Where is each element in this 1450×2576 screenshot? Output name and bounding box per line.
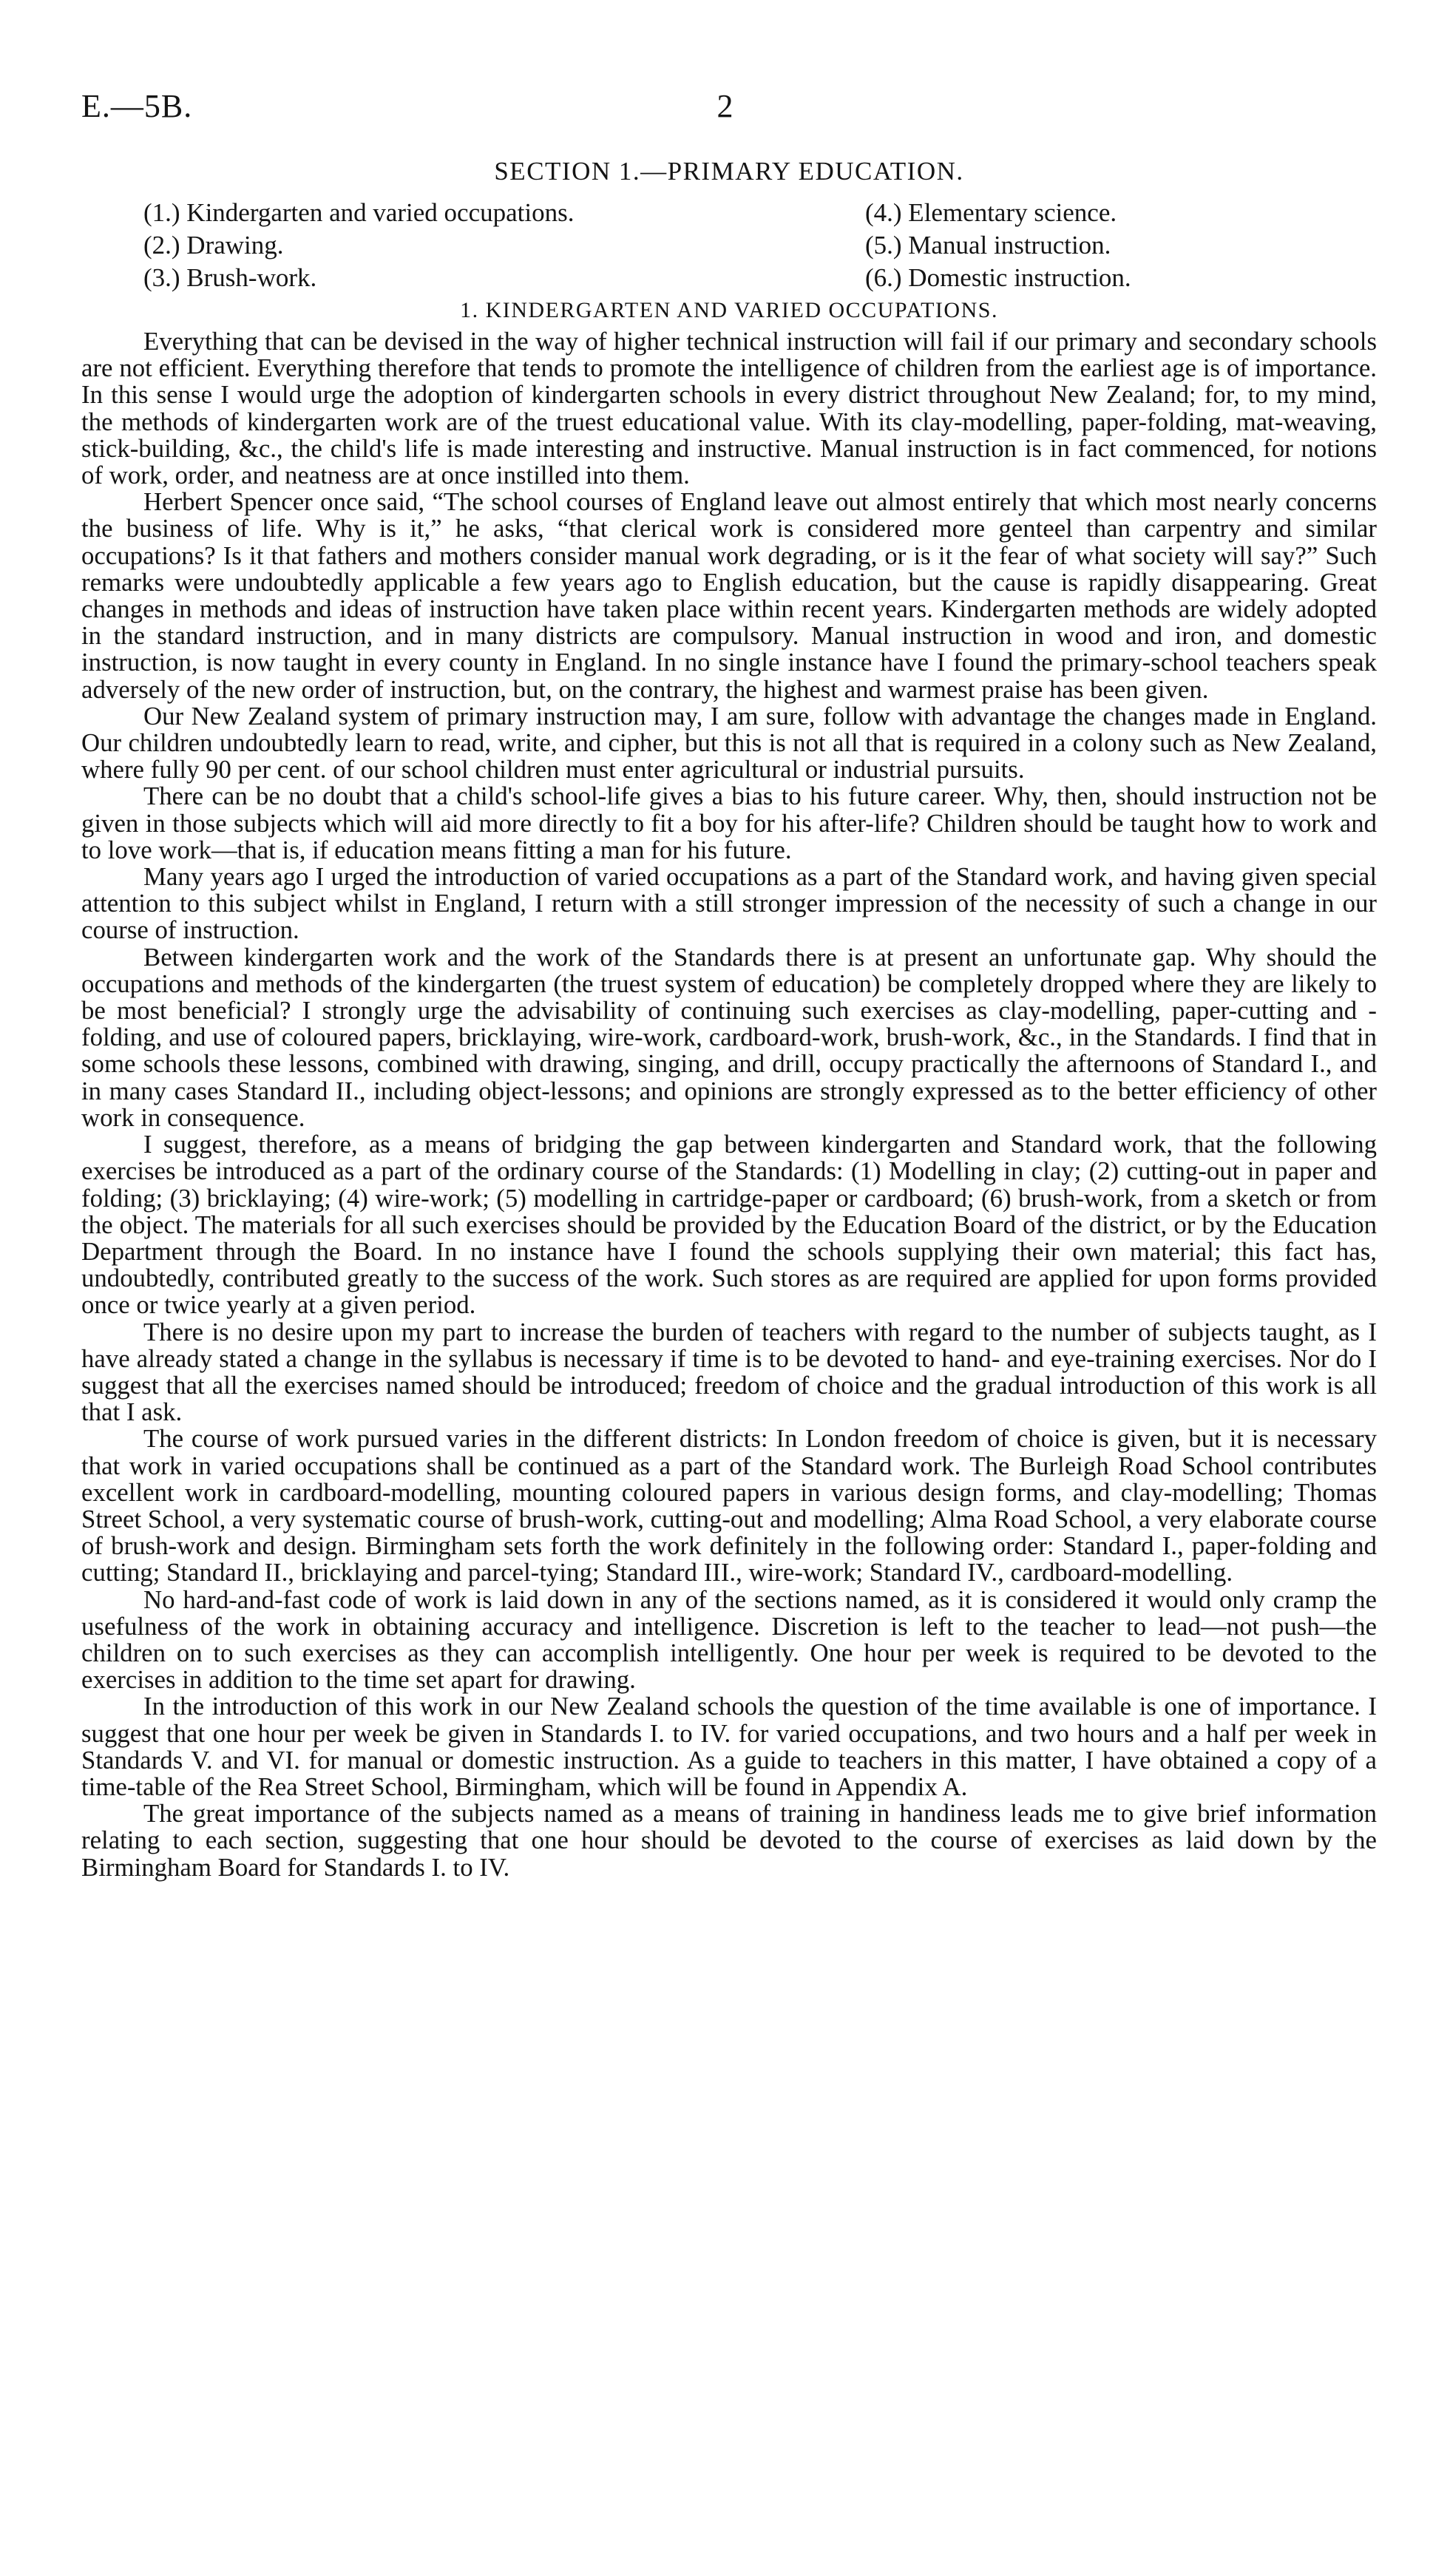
paragraph: There can be no doubt that a child's school-life gives a bias to his future career. Why, then, should instruction not be given in those subjects which will aid more directly to fit a boy for his after-life? Children should be taught how to work and to love work—that is, if education means fitting a man for his future. xyxy=(81,782,1377,864)
contents-item: (5.) Manual instruction. xyxy=(865,231,1111,260)
page-number: 2 xyxy=(716,88,734,124)
page-header xyxy=(81,87,1369,132)
paragraph: I suggest, therefore, as a means of bridging the gap between kindergarten and Standard work, that the following exercises be introduced as a part of the ordinary course of the Standards: (1) Modelling in clay; (2) cutting-out in paper and folding; (3) bricklaying; (4) wire-work; (5) modelling in cartridge-paper or cardboard; (6) brush-work, from a sketch or from the object. The materials for all such exercises should be provided by the Education Board of the district, or by the Education Department through the Board. In no instance have I found the schools supplying their own material; this fact has, undoubtedly, contributed greatly to the success of the work. Such stores as are required are applied for upon forms provided once or twice yearly at a given period. xyxy=(81,1130,1377,1320)
contents-item: (3.) Brush-work. xyxy=(143,263,317,292)
paragraph: Many years ago I urged the introduction of varied occupations as a part of the Standard work, and having given special attention to this subject whilst in England, I return with a still stronger impression of the necessity of such a change in our course of instruction. xyxy=(81,862,1377,945)
paragraph: In the introduction of this work in our New Zealand schools the question of the time available is one of importance. I suggest that one hour per week be given in Standards I. to IV. for varied occupations, and two hours and a half per week in Standards V. and VI. for manual or domestic instruction. As a guide to teachers in this matter, I have obtained a copy of a time-table of the Rea Street School, Birmingham, which will be found in Appendix A. xyxy=(81,1692,1377,1801)
paragraph: There is no desire upon my part to increase the burden of teachers with regard to the number of subjects taught, as I have already stated a change in the syllabus is necessary if time is to be devoted to hand- and eye-training exercises. Nor do I suggest that all the exercises named should be introduced; freedom of choice and the gradual introduction of this work is all that I ask. xyxy=(81,1317,1377,1427)
body-text xyxy=(81,328,1377,1881)
subsection-heading: 1. KINDERGARTEN AND VARIED OCCUPATIONS. xyxy=(460,298,998,322)
page-content xyxy=(81,155,1377,1881)
paragraph: The course of work pursued varies in the different districts: In London freedom of choice is given, but it is necessary that work in varied occupations shall be continued as a part of the Standard work. The Burleigh Road School contributes excellent work in cardboard-modelling, mounting coloured papers in various design forms, and clay-modelling; Thomas Street School, a very systematic course of brush-work, cutting-out and modelling; Alma Road School, a very elaborate course of brush-work and design. Birmingham sets forth the work definitely in the following order: Standard I., paper-folding and cutting; Standard II., bricklaying and parcel-tying; Standard III., wire-work; Standard IV., cardboard-modelling. xyxy=(81,1424,1377,1587)
paragraph: Between kindergarten work and the work of the Standards there is at present an unfortunate gap. Why should the occupations and methods of the kindergarten (the truest system of education) be completely dropped where they are likely to be most beneficial? I strongly urge the advisability of continuing such exercises as clay-modelling, paper-cutting and -folding, and use of coloured papers, bricklaying, wire-work, cardboard-work, brush-work, &c., in the Standards. I find that in some schools these lessons, combined with drawing, singing, and drill, occupy practically the afternoons of Standard I., and in many cases Standard II., including object-lessons; and opinions are strongly expressed as to the better efficiency of other work in consequence. xyxy=(81,942,1377,1132)
contents-item: (4.) Elementary science. xyxy=(865,198,1117,227)
section-title: SECTION 1.—PRIMARY EDUCATION. xyxy=(494,157,964,186)
contents-item: (2.) Drawing. xyxy=(143,231,284,260)
contents-item: (6.) Domestic instruction. xyxy=(865,263,1131,292)
contents-column-right xyxy=(865,197,1131,294)
paragraph: The great importance of the subjects named as a means of training in handiness leads me to give brief information relating to each section, suggesting that one hour should be devoted to the course of exercises as laid down by the Birmingham Board for Standards I. to IV. xyxy=(81,1799,1377,1882)
document-reference: E.—5B. xyxy=(81,88,193,124)
contents-column-left xyxy=(143,197,574,294)
section-contents-list xyxy=(81,197,1377,294)
paragraph: Everything that can be devised in the way of higher technical instruction will fail if our primary and secondary schools are not efficient. Everything therefore that tends to promote the intelligence of children from the earliest age is of importance. In this sense I would urge the adoption of kindergarten schools in every district throughout New Zealand; for, to my mind, the methods of kindergarten work are of the truest educational value. With its clay-modelling, paper-folding, mat-weaving, stick-building, &c., the child's life is made interesting and instructive. Manual instruction is in fact commenced, for notions of work, order, and neatness are at once instilled into them. xyxy=(81,327,1377,490)
paragraph: No hard-and-fast code of work is laid down in any of the sections named, as it is considered it would only cramp the usefulness of the work in obtaining accuracy and intelligence. Discretion is left to the teacher to lead—not push—the children on to such exercises as they can accomplish intelligently. One hour per week is required to be devoted to the exercises in addition to the time set apart for drawing. xyxy=(81,1584,1377,1695)
paragraph: Herbert Spencer once said, “The school courses of England leave out almost entirely that which most nearly concerns the business of life. Why is it,” he asks, “that clerical work is considered more genteel than carpentry and similar occupations? Is it that fathers and mothers consider manual work degrading, or is it the fear of what society will say?” Such remarks were undoubtedly applicable a few years ago to English education, but the cause is rapidly disappearing. Great changes in methods and ideas of instruction have taken place within recent years. Kindergarten methods are widely adopted in the standard instruction, and in many districts are compulsory. Manual instruction in wood and iron, and domestic instruction, is now taught in every county in England. In no single instance have I found the primary-school teachers speak adversely of the new order of instruction, but, on the contrary, the highest and warmest praise has been given. xyxy=(81,487,1377,704)
paragraph: Our New Zealand system of primary instruction may, I am sure, follow with advantage the changes made in England. Our children undoubtedly learn to read, write, and cipher, but this is not all that is required in a colony such as New Zealand, where fully 90 per cent. of our school children must enter agricultural or industrial pursuits. xyxy=(81,701,1377,784)
contents-item: (1.) Kindergarten and varied occupations. xyxy=(143,198,575,227)
